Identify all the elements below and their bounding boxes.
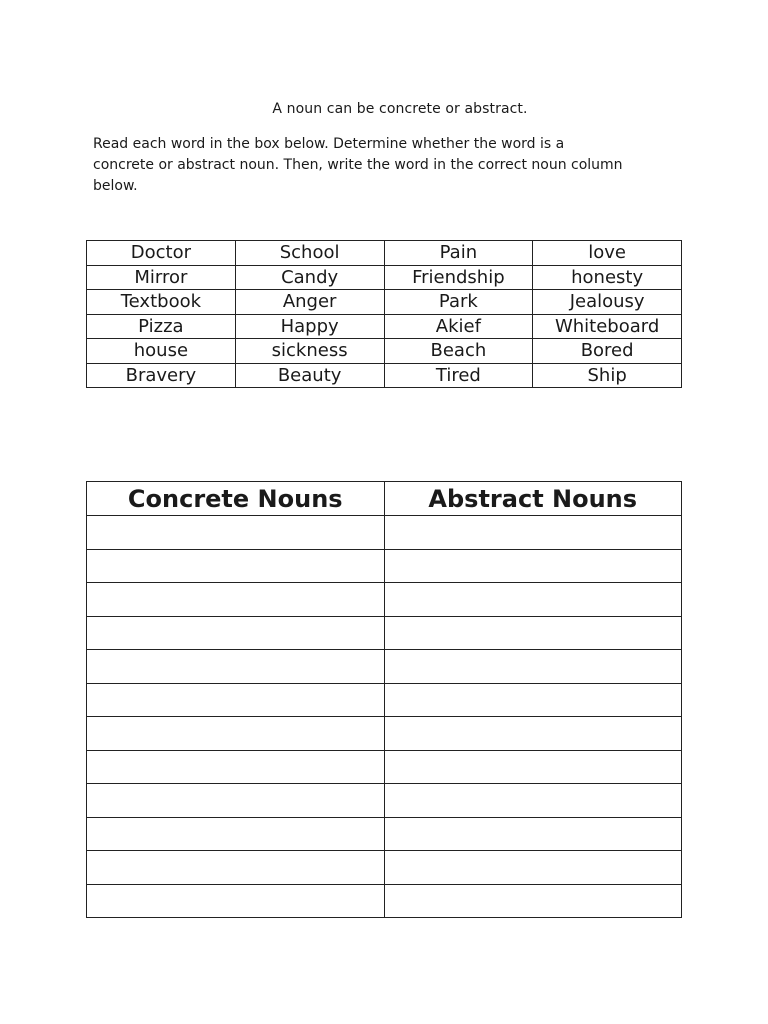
noun-table-row: [87, 549, 682, 583]
word-row: [87, 290, 682, 315]
word-cell: Friendship: [384, 265, 533, 290]
abstract-noun-cell[interactable]: [384, 851, 682, 885]
noun-table-row: [87, 717, 682, 751]
word-cell: Akief: [384, 314, 533, 339]
noun-table-row: [87, 884, 682, 918]
abstract-noun-cell[interactable]: [384, 516, 682, 550]
abstract-noun-cell[interactable]: [384, 616, 682, 650]
word-cell: Beauty: [235, 363, 384, 388]
word-cell: house: [87, 339, 236, 364]
word-cell: Tired: [384, 363, 533, 388]
instruction-line: concrete or abstract noun. Then, write the word in the correct noun column: [93, 157, 623, 173]
abstract-noun-cell[interactable]: [384, 683, 682, 717]
noun-table-row: [87, 784, 682, 818]
noun-table-row: [87, 851, 682, 885]
abstract-noun-cell[interactable]: [384, 583, 682, 617]
word-cell: Textbook: [87, 290, 236, 315]
abstract-noun-cell[interactable]: [384, 817, 682, 851]
word-cell: Mirror: [87, 265, 236, 290]
word-cell: Jealousy: [533, 290, 682, 315]
word-cell: Anger: [235, 290, 384, 315]
word-cell: Pizza: [87, 314, 236, 339]
instruction-line: Read each word in the box below. Determine whether the word is a: [93, 136, 565, 152]
abstract-noun-cell[interactable]: [384, 750, 682, 784]
word-row: [87, 265, 682, 290]
word-row: [87, 363, 682, 388]
word-box: [86, 240, 682, 388]
abstract-noun-cell[interactable]: [384, 549, 682, 583]
page-title: A noun can be concrete or abstract.: [272, 101, 528, 117]
word-cell: Park: [384, 290, 533, 315]
abstract-noun-cell[interactable]: [384, 884, 682, 918]
word-row: [87, 339, 682, 364]
concrete-noun-cell[interactable]: [87, 817, 385, 851]
abstract-noun-cell[interactable]: [384, 717, 682, 751]
abstract-noun-cell[interactable]: [384, 650, 682, 684]
concrete-noun-cell[interactable]: [87, 717, 385, 751]
concrete-noun-cell[interactable]: [87, 851, 385, 885]
noun-table-row: [87, 817, 682, 851]
concrete-nouns-header: Concrete Nouns: [87, 482, 385, 516]
word-cell: Beach: [384, 339, 533, 364]
noun-table-row: [87, 516, 682, 550]
word-row: [87, 314, 682, 339]
word-cell: Candy: [235, 265, 384, 290]
word-cell: Whiteboard: [533, 314, 682, 339]
abstract-nouns-header: Abstract Nouns: [384, 482, 682, 516]
word-cell: sickness: [235, 339, 384, 364]
concrete-noun-cell[interactable]: [87, 650, 385, 684]
word-cell: School: [235, 241, 384, 266]
noun-table-row: [87, 616, 682, 650]
word-row: [87, 241, 682, 266]
noun-table-row: [87, 650, 682, 684]
word-cell: Bravery: [87, 363, 236, 388]
concrete-noun-cell[interactable]: [87, 549, 385, 583]
word-cell: love: [533, 241, 682, 266]
word-cell: Pain: [384, 241, 533, 266]
concrete-noun-cell[interactable]: [87, 683, 385, 717]
concrete-noun-cell[interactable]: [87, 750, 385, 784]
concrete-noun-cell[interactable]: [87, 516, 385, 550]
concrete-noun-cell[interactable]: [87, 784, 385, 818]
abstract-noun-cell[interactable]: [384, 784, 682, 818]
instruction-line: below.: [93, 178, 138, 194]
noun-sort-table: [86, 481, 682, 918]
concrete-noun-cell[interactable]: [87, 884, 385, 918]
word-cell: Doctor: [87, 241, 236, 266]
word-cell: Bored: [533, 339, 682, 364]
word-cell: Happy: [235, 314, 384, 339]
concrete-noun-cell[interactable]: [87, 616, 385, 650]
noun-table-row: [87, 583, 682, 617]
word-cell: honesty: [533, 265, 682, 290]
noun-table-header-row: [87, 482, 682, 516]
word-cell: Ship: [533, 363, 682, 388]
concrete-noun-cell[interactable]: [87, 583, 385, 617]
noun-table-row: [87, 683, 682, 717]
noun-table-row: [87, 750, 682, 784]
instructions: [93, 134, 673, 197]
